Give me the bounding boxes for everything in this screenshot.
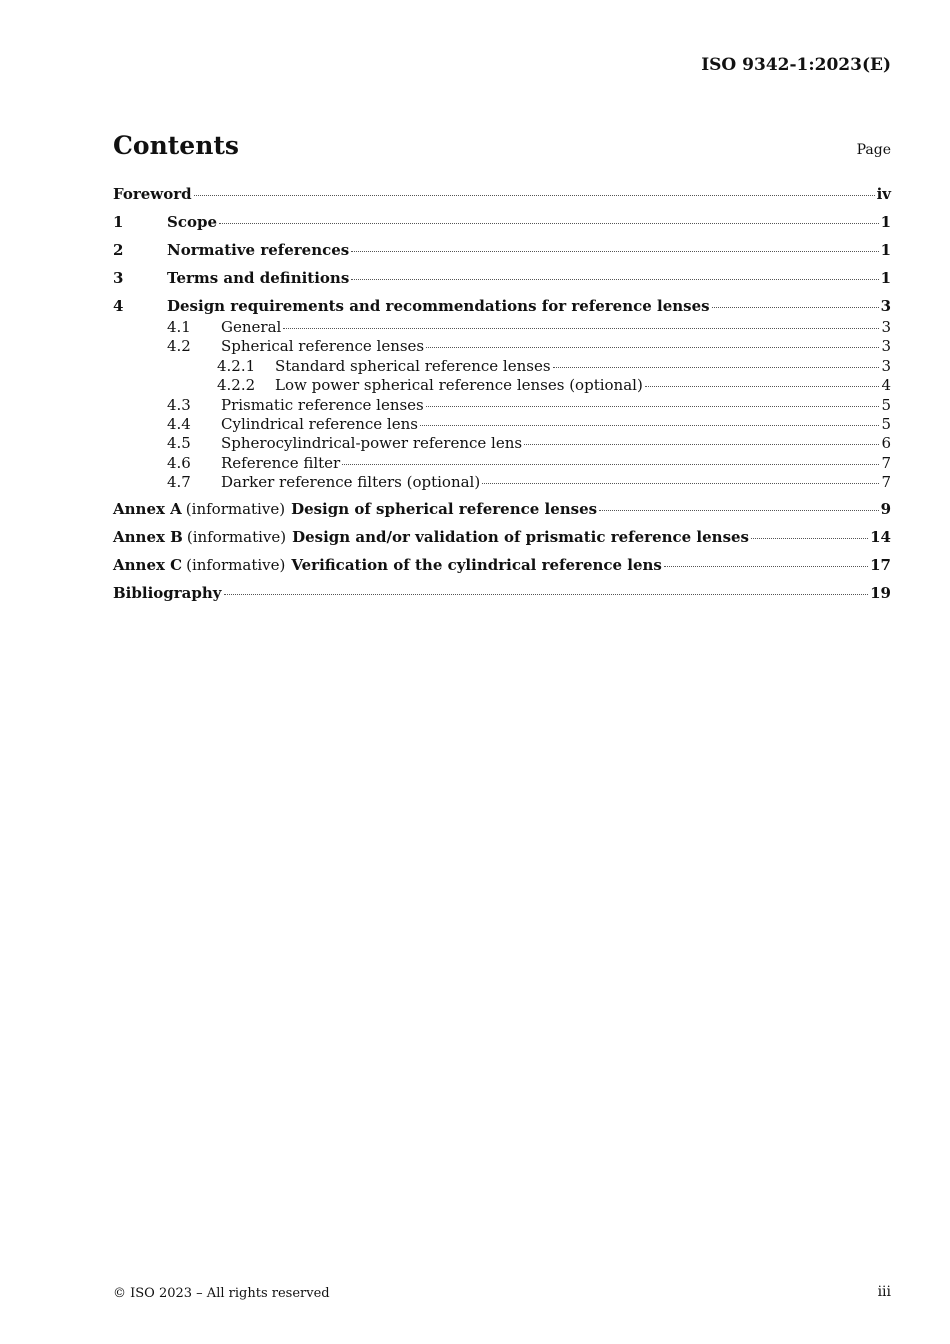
toc-entry-page: 1 [880,213,891,231]
toc-entry-general[interactable] [113,318,891,337]
annex-label: Annex C [113,555,183,574]
toc-entry-spherocylindrical-lens[interactable] [113,434,891,453]
dot-leader [224,594,869,595]
toc-entry-page: 4 [881,376,891,395]
toc-entry-title: Reference filter [221,453,341,472]
toc-entry-cylindrical-reference-lens[interactable] [113,415,891,434]
toc-entry-number: 4.6 [167,453,191,472]
toc-entry-title: Design requirements and recommendations for reference lenses [167,297,710,315]
toc-entry-page: 3 [881,356,891,375]
toc-entry-number: 4.4 [167,414,191,433]
toc-entry-title: Bibliography [113,583,222,602]
dot-leader [219,223,879,224]
toc-entry-title: Normative references [167,241,350,259]
copyright-notice: © ISO 2023 – All rights reserved [113,1286,330,1301]
toc-entry-standard-spherical[interactable] [113,357,891,376]
toc-entry-design-requirements[interactable] [113,297,891,318]
toc-entry-page: 5 [881,414,891,433]
toc-entry-page: 7 [881,473,891,492]
dot-leader [664,566,868,567]
page-number: iii [877,1284,891,1300]
toc-entry-page: 14 [870,527,891,546]
dot-leader [426,347,879,348]
toc-entry-page: 7 [881,453,891,472]
document-id: ISO 9342-1:2023(E) [701,55,891,75]
toc-entry-title: Spherical reference lenses [221,337,425,356]
dot-leader [351,251,878,252]
toc-entry-page: iv [876,185,891,203]
dot-leader [194,195,875,196]
toc-entry-number: 4.7 [167,473,191,492]
annex-type: (informative) [186,527,287,546]
dot-leader [751,538,868,539]
toc-entry-annex-c[interactable] [113,556,891,577]
toc-entry-title: Prismatic reference lenses [221,395,424,414]
toc-entry-page: 6 [881,434,891,453]
dot-leader [420,425,880,426]
toc-entry-low-power-spherical[interactable] [113,376,891,395]
toc-entry-page: 1 [880,269,891,287]
dot-leader [712,307,879,308]
toc-entry-number: 4.2.2 [217,376,256,395]
toc-entry-annex-b[interactable] [113,528,891,549]
toc-entry-page: 19 [870,583,891,602]
toc-entry-title: Low power spherical reference lenses (optional) [275,376,643,395]
dot-leader [342,464,879,465]
annex-type: (informative) [185,499,286,518]
annex-label: Annex B [113,527,183,546]
toc-entry-title: Design of spherical reference lenses [291,499,598,518]
table-of-contents [113,185,891,605]
dot-leader [553,367,880,368]
toc-entry-title: Terms and definitions [167,269,350,287]
toc-entry-page: 3 [880,297,891,315]
toc-entry-title: Darker reference filters (optional) [221,473,481,492]
toc-entry-prismatic-reference-lenses[interactable] [113,396,891,415]
toc-entry-title: Cylindrical reference lens [221,414,418,433]
dot-leader [524,444,879,445]
toc-entry-foreword[interactable] [113,185,891,206]
toc-entry-number: 4.2 [167,337,191,356]
annex-type: (informative) [186,555,286,574]
toc-entry-page: 3 [881,318,891,336]
toc-entry-page: 9 [880,499,891,518]
toc-entry-number: 2 [113,241,124,259]
toc-entry-title: Design and/or validation of prismatic reference lenses [292,527,750,546]
toc-entry-page: 3 [881,337,891,356]
toc-entry-annex-a[interactable] [113,500,891,521]
toc-entry-number: 4.3 [167,395,191,414]
toc-entry-normative-references[interactable] [113,241,891,262]
toc-entry-darker-reference-filters[interactable] [113,473,891,492]
toc-entry-number: 4 [113,297,124,315]
toc-entry-title: General [221,318,282,336]
page-title: Contents [113,131,240,160]
page-column-label: Page [856,142,891,158]
toc-entry-spherical-reference-lenses[interactable] [113,337,891,356]
toc-entry-bibliography[interactable] [113,584,891,605]
dot-leader [482,483,879,484]
dot-leader [351,279,878,280]
dot-leader [426,406,880,407]
toc-entry-title: Standard spherical reference lenses [275,356,551,375]
toc-entry-reference-filter[interactable] [113,454,891,473]
toc-entry-number: 4.2.1 [217,356,256,375]
toc-entry-number: 1 [113,213,124,231]
annex-label: Annex A [113,499,182,518]
dot-leader [599,510,878,511]
toc-entry-title: Spherocylindrical-power reference lens [221,434,523,453]
toc-entry-scope[interactable] [113,213,891,234]
toc-entry-page: 5 [881,395,891,414]
toc-entry-number: 4.1 [167,318,191,336]
toc-entry-terms-definitions[interactable] [113,269,891,290]
toc-entry-page: 17 [870,555,891,574]
toc-entry-page: 1 [880,241,891,259]
toc-entry-number: 4.5 [167,434,191,453]
toc-entry-title: Scope [167,213,218,231]
dot-leader [645,386,880,387]
dot-leader [283,328,879,329]
toc-entry-title: Verification of the cylindrical reference lens [291,555,662,574]
toc-entry-number: 3 [113,269,124,287]
toc-entry-title: Foreword [113,185,192,203]
